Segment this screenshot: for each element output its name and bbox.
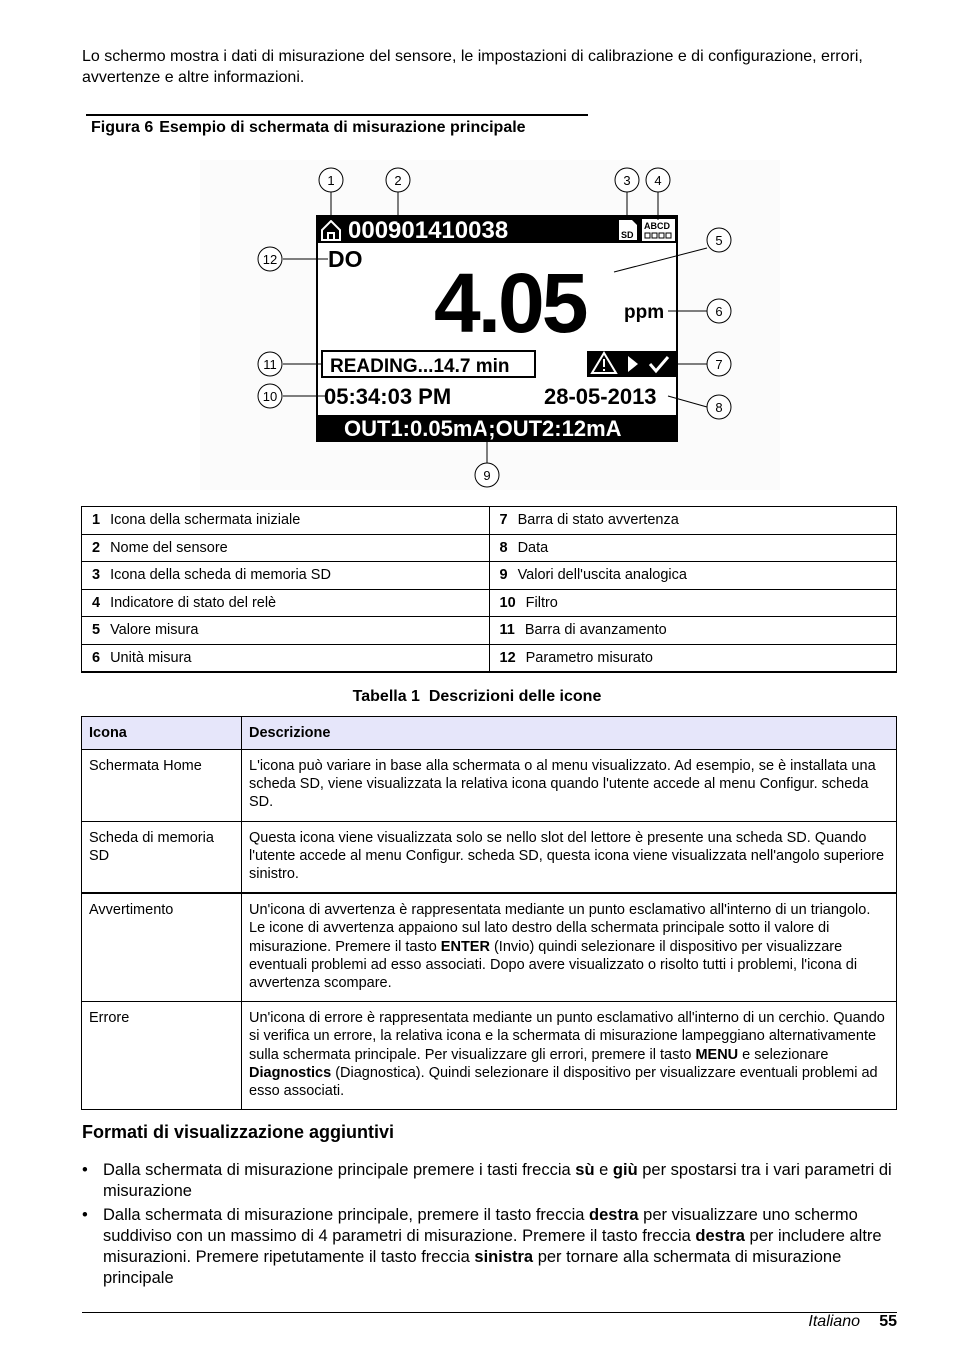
footer-language: Italiano xyxy=(808,1313,860,1330)
intro-paragraph: Lo schermo mostra i dati di misurazione del sensore, le impostazioni di calibrazione e di configurazione, errori, avvertenze e altre informazioni. xyxy=(82,48,863,86)
analog-output-values: OUT1:0.05mA;OUT2:12mA xyxy=(344,416,622,441)
enter-key-label: ENTER xyxy=(440,938,490,955)
section-heading: Formati di visualizzazione aggiuntivi xyxy=(82,1122,395,1142)
callout-1: 1 xyxy=(327,173,335,188)
legend-text: Valore misura xyxy=(110,622,199,639)
legend-number: 1 xyxy=(92,512,101,529)
legend-number: 4 xyxy=(92,594,101,611)
measurement-value: 4.05 xyxy=(434,256,586,350)
legend-text: Icona della scheda di memoria SD xyxy=(110,567,331,584)
progress-bar-text: READING...14.7 min xyxy=(330,356,510,377)
icon-name-cell: Schermata Home xyxy=(82,750,242,822)
legend-text: Filtro xyxy=(525,594,558,611)
measured-parameter: DO xyxy=(328,246,363,272)
table-row xyxy=(82,1002,897,1110)
list-item: • Dalla schermata di misurazione principale premere i tasti freccia sù e giù per spostarsi tra i vari parametri di misurazione xyxy=(82,1161,892,1200)
legend-number: 8 xyxy=(499,539,508,556)
warning-status-bar xyxy=(587,351,677,377)
relay-status-icon xyxy=(642,219,675,241)
callout-8: 8 xyxy=(715,400,723,415)
svg-text:SD: SD xyxy=(621,230,634,240)
table-title: Descrizioni delle icone xyxy=(428,688,602,705)
menu-key-label: MENU xyxy=(695,1046,739,1063)
table-caption xyxy=(0,688,954,706)
svg-text:ABCD: ABCD xyxy=(644,221,670,231)
icon-name-cell: Scheda di memoria SD xyxy=(82,821,242,893)
description-cell: Questa icona viene visualizzata solo se nello slot del lettore è presente una scheda SD. Quando l'utente accede al menu Configur. scheda SD, questa icona viene visualizzata nell'angolo superiore sinistro. xyxy=(242,821,897,893)
figure-legend-table xyxy=(81,506,897,673)
legend-text: Unità misura xyxy=(110,649,192,666)
legend-row xyxy=(82,507,897,535)
list-item: • Dalla schermata di misurazione principale, premere il tasto freccia destra per visualizzare uno schermo suddiviso con un massimo di 4 parametri di misurazione. Premere il tasto freccia destra per includere altre misurazioni. Premere ripetutamente il tasto freccia sinistra per tornare alla schermata di misurazione principale xyxy=(82,1206,882,1287)
callout-6: 6 xyxy=(715,304,723,319)
bullet-dot: • xyxy=(82,1161,88,1179)
figure-rule xyxy=(86,114,588,116)
description-cell: Un'icona di errore è rappresentata mediante un punto esclamativo all'interno di un cerchio. Quando si verifica un errore, la relativa icona e la schermata di misurazione lampeggiano alternativamente sulla schermata principale. Per visualizzare gli errori, premere il tasto MENU e selezionare Diagnostics (Diagnostica). Quindi selezionare il dispositivo per visualizzare eventuali problemi ad esso associati. xyxy=(242,1002,897,1110)
bullet-list xyxy=(82,1160,894,1292)
description-cell: L'icona può variare in base alla schermata o al menu visualizzato. Ad esempio, se è installata una scheda SD, viene visualizzata la relativa icona quando l'utente accede al menu Configur. scheda SD. xyxy=(242,750,897,822)
icon-name-cell: Avvertimento xyxy=(82,893,242,1002)
legend-row xyxy=(82,589,897,617)
legend-text: Nome del sensore xyxy=(110,539,228,556)
legend-text: Indicatore di stato del relè xyxy=(110,594,277,611)
table-row xyxy=(82,893,897,1002)
callout-11: 11 xyxy=(263,357,277,372)
legend-number: 7 xyxy=(499,512,508,529)
callout-12: 12 xyxy=(262,252,278,267)
icon-description-table xyxy=(81,716,897,1110)
legend-number: 3 xyxy=(92,567,101,584)
description-cell: Un'icona di avvertenza è rappresentata mediante un punto esclamativo all'interno di un triangolo. Le icone di avvertenza appaiono sul lato destro della schermata principale sotto il valore di misurazione. Premere il tasto ENTER (Invio) quindi selezionare il dispositivo per visualizzare eventuali problemi ad esso associati. Dopo avere visualizzato o risolto tutti i problemi, l'icona di avvertenza scompare. xyxy=(242,893,897,1002)
sd-card-icon xyxy=(619,220,637,240)
figure-label: Figura 6 xyxy=(91,119,154,136)
diagnostics-label: Diagnostics xyxy=(249,1064,332,1081)
legend-number: 12 xyxy=(499,649,516,666)
measurement-unit: ppm xyxy=(624,302,665,323)
bullet-dot: • xyxy=(82,1206,88,1224)
legend-text: Data xyxy=(517,539,549,556)
column-header-description: Descrizione xyxy=(242,717,897,750)
legend-number: 11 xyxy=(499,622,515,639)
figure-title: Esempio di schermata di misurazione principale xyxy=(159,119,526,136)
callout-7: 7 xyxy=(715,357,723,372)
page-number: 55 xyxy=(879,1313,897,1330)
clock-time: 05:34:03 PM xyxy=(324,384,452,409)
legend-number: 5 xyxy=(92,622,101,639)
clock-date: 28-05-2013 xyxy=(544,384,657,409)
legend-text: Parametro misurato xyxy=(525,649,653,666)
legend-row xyxy=(82,534,897,562)
callout-5: 5 xyxy=(715,233,723,248)
callout-4: 4 xyxy=(654,173,662,188)
legend-text: Icona della schermata iniziale xyxy=(110,512,301,529)
table-row xyxy=(82,821,897,893)
footer-rule xyxy=(82,1312,897,1313)
table-header-row xyxy=(82,717,897,750)
table-row xyxy=(82,750,897,822)
legend-number: 6 xyxy=(92,649,101,666)
column-header-icon: Icona xyxy=(82,717,242,750)
callout-2: 2 xyxy=(394,173,402,188)
legend-number: 2 xyxy=(92,539,101,556)
callout-3: 3 xyxy=(623,173,631,188)
callout-10: 10 xyxy=(262,389,278,404)
table-label: Tabella 1 xyxy=(352,688,420,705)
figure-screen-example xyxy=(200,160,780,490)
callout-9: 9 xyxy=(483,468,491,483)
icon-name-cell: Errore xyxy=(82,1002,242,1110)
legend-number: 10 xyxy=(499,594,516,611)
legend-row xyxy=(82,617,897,645)
sensor-serial: 000901410038 xyxy=(348,217,509,244)
legend-number: 9 xyxy=(499,567,508,584)
legend-row xyxy=(82,562,897,590)
figure-caption xyxy=(91,119,526,137)
legend-row xyxy=(82,644,897,672)
legend-text: Barra di stato avvertenza xyxy=(517,512,679,529)
legend-text: Barra di avanzamento xyxy=(524,622,667,639)
legend-text: Valori dell'uscita analogica xyxy=(517,567,687,584)
